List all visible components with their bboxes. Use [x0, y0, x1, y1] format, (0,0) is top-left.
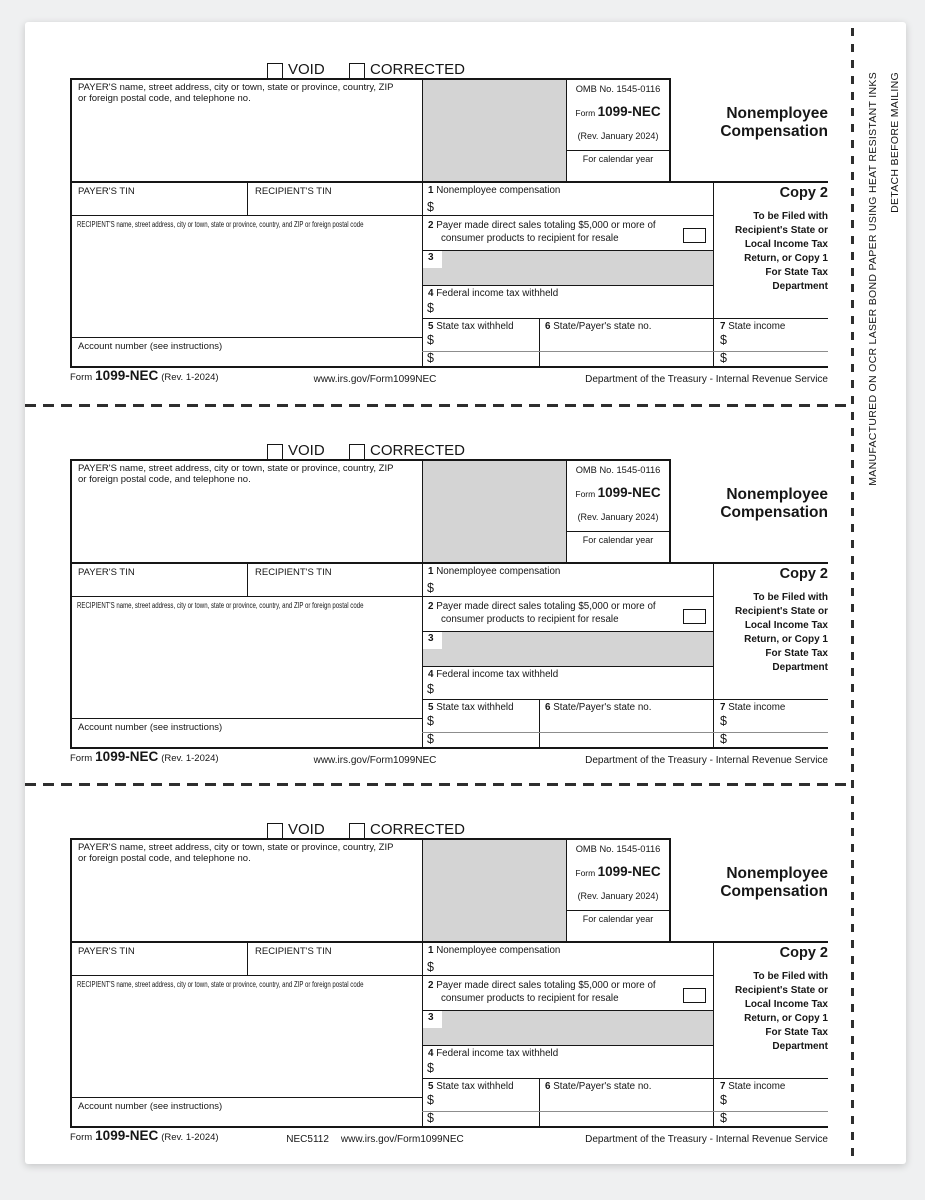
- divider-account-top: [70, 337, 422, 338]
- recipient-tin-label: RECIPIENT'S TIN: [255, 946, 332, 957]
- payer-info-label-line1: PAYER'S name, street address, city or town, state or province, country, ZIP: [78, 463, 394, 474]
- form-number: 1099-NEC: [597, 485, 661, 500]
- box7-dollar-sign-row1: $: [720, 1093, 727, 1107]
- payer-tin-field[interactable]: [72, 958, 247, 975]
- box4-label: 4 Federal income tax withheld: [428, 669, 559, 680]
- detach-before-mailing-text: DETACH BEFORE MAILING: [889, 72, 901, 213]
- void-label: VOID: [288, 61, 325, 78]
- payer-tin-field[interactable]: [72, 198, 247, 215]
- footer-form-id: Form 1099-NEC (Rev. 1-2024): [70, 1128, 219, 1143]
- perforation-line-vertical: [851, 28, 854, 1158]
- box5-amount-field-row2[interactable]: [438, 733, 539, 747]
- revision-label: (Rev. January 2024): [577, 512, 659, 522]
- payer-info-label-line1: PAYER'S name, street address, city or town, state or province, country, ZIP: [78, 82, 394, 93]
- omb-number: OMB No. 1545-0116: [575, 84, 661, 94]
- irs-url: www.irs.gov/Form1099NEC: [313, 374, 437, 385]
- box7-label: 7 State income: [720, 1081, 786, 1092]
- box5-dollar-sign-row1: $: [427, 333, 434, 347]
- box3-number-label: 3: [423, 251, 442, 268]
- box6-state-no-field-row2[interactable]: [540, 733, 713, 747]
- omb-number: OMB No. 1545-0116: [575, 844, 661, 854]
- account-number-field[interactable]: [72, 1112, 422, 1126]
- box5-dollar-sign-row2: $: [427, 732, 434, 746]
- box5-amount-field-row2[interactable]: [438, 1112, 539, 1126]
- product-code: NEC5112: [286, 1134, 329, 1145]
- direct-sales-checkbox[interactable]: [683, 609, 706, 624]
- direct-sales-checkbox[interactable]: [683, 228, 706, 243]
- manufactured-text: MANUFACTURED ON OCR LASER BOND PAPER USING HEAT RESISTANT INKS: [867, 72, 879, 486]
- border-top: [70, 838, 671, 840]
- recipient-info-field[interactable]: [72, 230, 422, 337]
- perforation-line-1: [25, 404, 852, 407]
- payer-tin-field[interactable]: [72, 579, 247, 596]
- form-title: Nonemployee Compensation: [720, 865, 828, 900]
- recipient-tin-field[interactable]: [248, 198, 422, 215]
- account-number-label: Account number (see instructions): [78, 341, 223, 352]
- form-1099-nec-copy2-3: [70, 822, 828, 1148]
- void-label: VOID: [288, 442, 325, 459]
- box7-dollar-sign-row2: $: [720, 1111, 727, 1125]
- box5-amount-field-row1[interactable]: [438, 1092, 539, 1111]
- box4-amount-field[interactable]: [438, 681, 713, 699]
- box6-state-no-field-row1[interactable]: [540, 713, 713, 732]
- footer-form-id: Form 1099-NEC (Rev. 1-2024): [70, 368, 219, 383]
- calendar-year-label: For calendar year: [582, 914, 654, 924]
- revision-label: (Rev. January 2024): [577, 891, 659, 901]
- box7-amount-field-row1[interactable]: [731, 1092, 828, 1111]
- payer-info-field[interactable]: [72, 102, 422, 181]
- box7-dollar-sign-row2: $: [720, 732, 727, 746]
- divider-account-top: [70, 718, 422, 719]
- box5-amount-field-row1[interactable]: [438, 713, 539, 732]
- box4-dollar-sign: $: [427, 1061, 434, 1075]
- box4-label: 4 Federal income tax withheld: [428, 1048, 559, 1059]
- form-1099-nec-copy2-1: [70, 62, 828, 388]
- void-checkbox[interactable]: [267, 444, 283, 460]
- payer-info-label-line2: or foreign postal code, and telephone no.: [78, 93, 251, 104]
- form-title: Nonemployee Compensation: [720, 105, 828, 140]
- box5-label: 5 State tax withheld: [428, 1081, 514, 1092]
- box5-dollar-sign-row1: $: [427, 1093, 434, 1107]
- footer-form-id: Form 1099-NEC (Rev. 1-2024): [70, 749, 219, 764]
- border-bottom: [70, 366, 828, 368]
- divider-tin-row-bottom: [70, 215, 714, 216]
- divider-account-top: [70, 1097, 422, 1098]
- account-number-field[interactable]: [72, 352, 422, 366]
- divider-state-row-top: [422, 318, 828, 319]
- corrected-checkbox[interactable]: [349, 444, 365, 460]
- box6-state-no-field-row2[interactable]: [540, 352, 713, 366]
- box2-label-line2: consumer products to recipient for resale: [441, 993, 619, 1004]
- border-bottom: [70, 747, 828, 749]
- box7-label: 7 State income: [720, 702, 786, 713]
- recipient-info-label: RECIPIENT'S name, street address, city or town, state or province, country, and ZIP or foreign postal code: [77, 220, 364, 229]
- form-word: Form: [575, 489, 596, 499]
- divider-tin-row-top: [70, 941, 828, 943]
- box5-label: 5 State tax withheld: [428, 702, 514, 713]
- box2-label-line2: consumer products to recipient for resale: [441, 614, 619, 625]
- box2-label-line1: 2 Payer made direct sales totaling $5,000 or more of: [428, 601, 656, 612]
- box6-label: 6 State/Payer's state no.: [545, 702, 652, 713]
- box3-number-label: 3: [423, 1011, 442, 1028]
- box5-amount-field-row2[interactable]: [438, 352, 539, 366]
- omb-number: OMB No. 1545-0116: [575, 465, 661, 475]
- form-word: Form: [575, 108, 596, 118]
- box7-dollar-sign-row1: $: [720, 333, 727, 347]
- void-checkbox[interactable]: [267, 63, 283, 79]
- box6-label: 6 State/Payer's state no.: [545, 321, 652, 332]
- recipient-tin-field[interactable]: [248, 579, 422, 596]
- copy-instructions: To be Filed with Recipient's State or Local Income Tax Return, or Copy 1 For State Tax Department: [735, 971, 828, 1052]
- void-label: VOID: [288, 821, 325, 838]
- box7-amount-field-row1[interactable]: [731, 713, 828, 732]
- recipient-info-label: RECIPIENT'S name, street address, city or town, state or province, country, and ZIP or foreign postal code: [77, 601, 364, 610]
- box5-amount-field-row1[interactable]: [438, 332, 539, 351]
- irs-url: www.irs.gov/Form1099NEC: [340, 1134, 464, 1145]
- account-number-field[interactable]: [72, 733, 422, 747]
- corrected-label: CORRECTED: [370, 61, 466, 78]
- recipient-info-label: RECIPIENT'S name, street address, city or town, state or province, country, and ZIP or foreign postal code: [77, 980, 364, 989]
- corrected-checkbox[interactable]: [349, 63, 365, 79]
- divider-tin-row-top: [70, 181, 828, 183]
- box1-label: 1 Nonemployee compensation: [428, 185, 561, 196]
- divider-calendar-year: [566, 150, 670, 151]
- recipient-info-field[interactable]: [72, 990, 422, 1097]
- form-1099-nec-copy2-2: [70, 443, 828, 769]
- box7-amount-field-row2[interactable]: [731, 733, 828, 747]
- calendar-year-label: For calendar year: [582, 154, 654, 164]
- divider-state-row-top: [422, 1078, 828, 1079]
- box5-dollar-sign-row2: $: [427, 351, 434, 365]
- direct-sales-checkbox[interactable]: [683, 988, 706, 1003]
- box3-number-label: 3: [423, 632, 442, 649]
- divider-left-column: [422, 78, 423, 366]
- box4-amount-field[interactable]: [438, 1060, 713, 1078]
- border-bottom: [70, 1126, 828, 1128]
- payer-tin-label: PAYER'S TIN: [78, 567, 135, 578]
- box5-dollar-sign-row2: $: [427, 1111, 434, 1125]
- box6-label: 6 State/Payer's state no.: [545, 1081, 652, 1092]
- recipient-tin-label: RECIPIENT'S TIN: [255, 567, 332, 578]
- box2-label-line2: consumer products to recipient for resale: [441, 233, 619, 244]
- box7-label: 7 State income: [720, 321, 786, 332]
- revision-label: (Rev. January 2024): [577, 131, 659, 141]
- box7-amount-field-row2[interactable]: [731, 352, 828, 366]
- box4-dollar-sign: $: [427, 682, 434, 696]
- box4-dollar-sign: $: [427, 301, 434, 315]
- border-top: [70, 78, 671, 80]
- box1-dollar-sign: $: [427, 200, 434, 214]
- box6-state-no-field-row2[interactable]: [540, 1112, 713, 1126]
- copy-designation: Copy 2: [779, 945, 828, 961]
- form-title: Nonemployee Compensation: [720, 486, 828, 521]
- account-number-label: Account number (see instructions): [78, 1101, 223, 1112]
- recipient-tin-field[interactable]: [248, 958, 422, 975]
- box7-amount-field-row1[interactable]: [731, 332, 828, 351]
- recipient-tin-label: RECIPIENT'S TIN: [255, 186, 332, 197]
- copy-instructions: To be Filed with Recipient's State or Local Income Tax Return, or Copy 1 For State Tax Department: [735, 592, 828, 673]
- box5-label: 5 State tax withheld: [428, 321, 514, 332]
- divider-state-row-top: [422, 699, 828, 700]
- payer-tin-label: PAYER'S TIN: [78, 186, 135, 197]
- corrected-checkbox[interactable]: [349, 823, 365, 839]
- box4-amount-field[interactable]: [438, 300, 713, 318]
- footer-department: Department of the Treasury - Internal Revenue Service: [585, 374, 828, 385]
- border-top: [70, 459, 671, 461]
- box5-dollar-sign-row1: $: [427, 714, 434, 728]
- calendar-year-label: For calendar year: [582, 535, 654, 545]
- box7-amount-field-row2[interactable]: [731, 1112, 828, 1126]
- box2-label-line1: 2 Payer made direct sales totaling $5,000 or more of: [428, 980, 656, 991]
- payer-info-field[interactable]: [72, 862, 422, 941]
- payer-info-label-line2: or foreign postal code, and telephone no.: [78, 853, 251, 864]
- box1-dollar-sign: $: [427, 581, 434, 595]
- box1-label: 1 Nonemployee compensation: [428, 945, 561, 956]
- form-sheet: [25, 22, 906, 1164]
- corrected-label: CORRECTED: [370, 442, 466, 459]
- box6-state-no-field-row1[interactable]: [540, 332, 713, 351]
- form-number: 1099-NEC: [597, 864, 661, 879]
- form-word: Form: [575, 868, 596, 878]
- payer-info-label-line1: PAYER'S name, street address, city or town, state or province, country, ZIP: [78, 842, 394, 853]
- box4-label: 4 Federal income tax withheld: [428, 288, 559, 299]
- recipient-info-field[interactable]: [72, 611, 422, 718]
- payer-info-field[interactable]: [72, 483, 422, 562]
- copy-designation: Copy 2: [779, 566, 828, 582]
- divider-tin-row-bottom: [70, 975, 714, 976]
- payer-tin-label: PAYER'S TIN: [78, 946, 135, 957]
- footer-department: Department of the Treasury - Internal Revenue Service: [585, 1134, 828, 1145]
- account-number-label: Account number (see instructions): [78, 722, 223, 733]
- divider-tin-row-top: [70, 562, 828, 564]
- divider-calendar-year: [566, 910, 670, 911]
- box7-dollar-sign-row2: $: [720, 351, 727, 365]
- corrected-label: CORRECTED: [370, 821, 466, 838]
- void-checkbox[interactable]: [267, 823, 283, 839]
- form-number: 1099-NEC: [597, 104, 661, 119]
- box1-dollar-sign: $: [427, 960, 434, 974]
- box1-label: 1 Nonemployee compensation: [428, 566, 561, 577]
- divider-left-column: [422, 838, 423, 1126]
- irs-url: www.irs.gov/Form1099NEC: [313, 755, 437, 766]
- box2-label-line1: 2 Payer made direct sales totaling $5,000 or more of: [428, 220, 656, 231]
- divider-left-column: [422, 459, 423, 747]
- divider-tin-row-bottom: [70, 596, 714, 597]
- divider-calendar-year: [566, 531, 670, 532]
- copy-designation: Copy 2: [779, 185, 828, 201]
- footer-department: Department of the Treasury - Internal Revenue Service: [585, 755, 828, 766]
- box7-dollar-sign-row1: $: [720, 714, 727, 728]
- box6-state-no-field-row1[interactable]: [540, 1092, 713, 1111]
- copy-instructions: To be Filed with Recipient's State or Local Income Tax Return, or Copy 1 For State Tax Department: [735, 211, 828, 292]
- payer-info-label-line2: or foreign postal code, and telephone no.: [78, 474, 251, 485]
- perforation-line-2: [25, 783, 852, 786]
